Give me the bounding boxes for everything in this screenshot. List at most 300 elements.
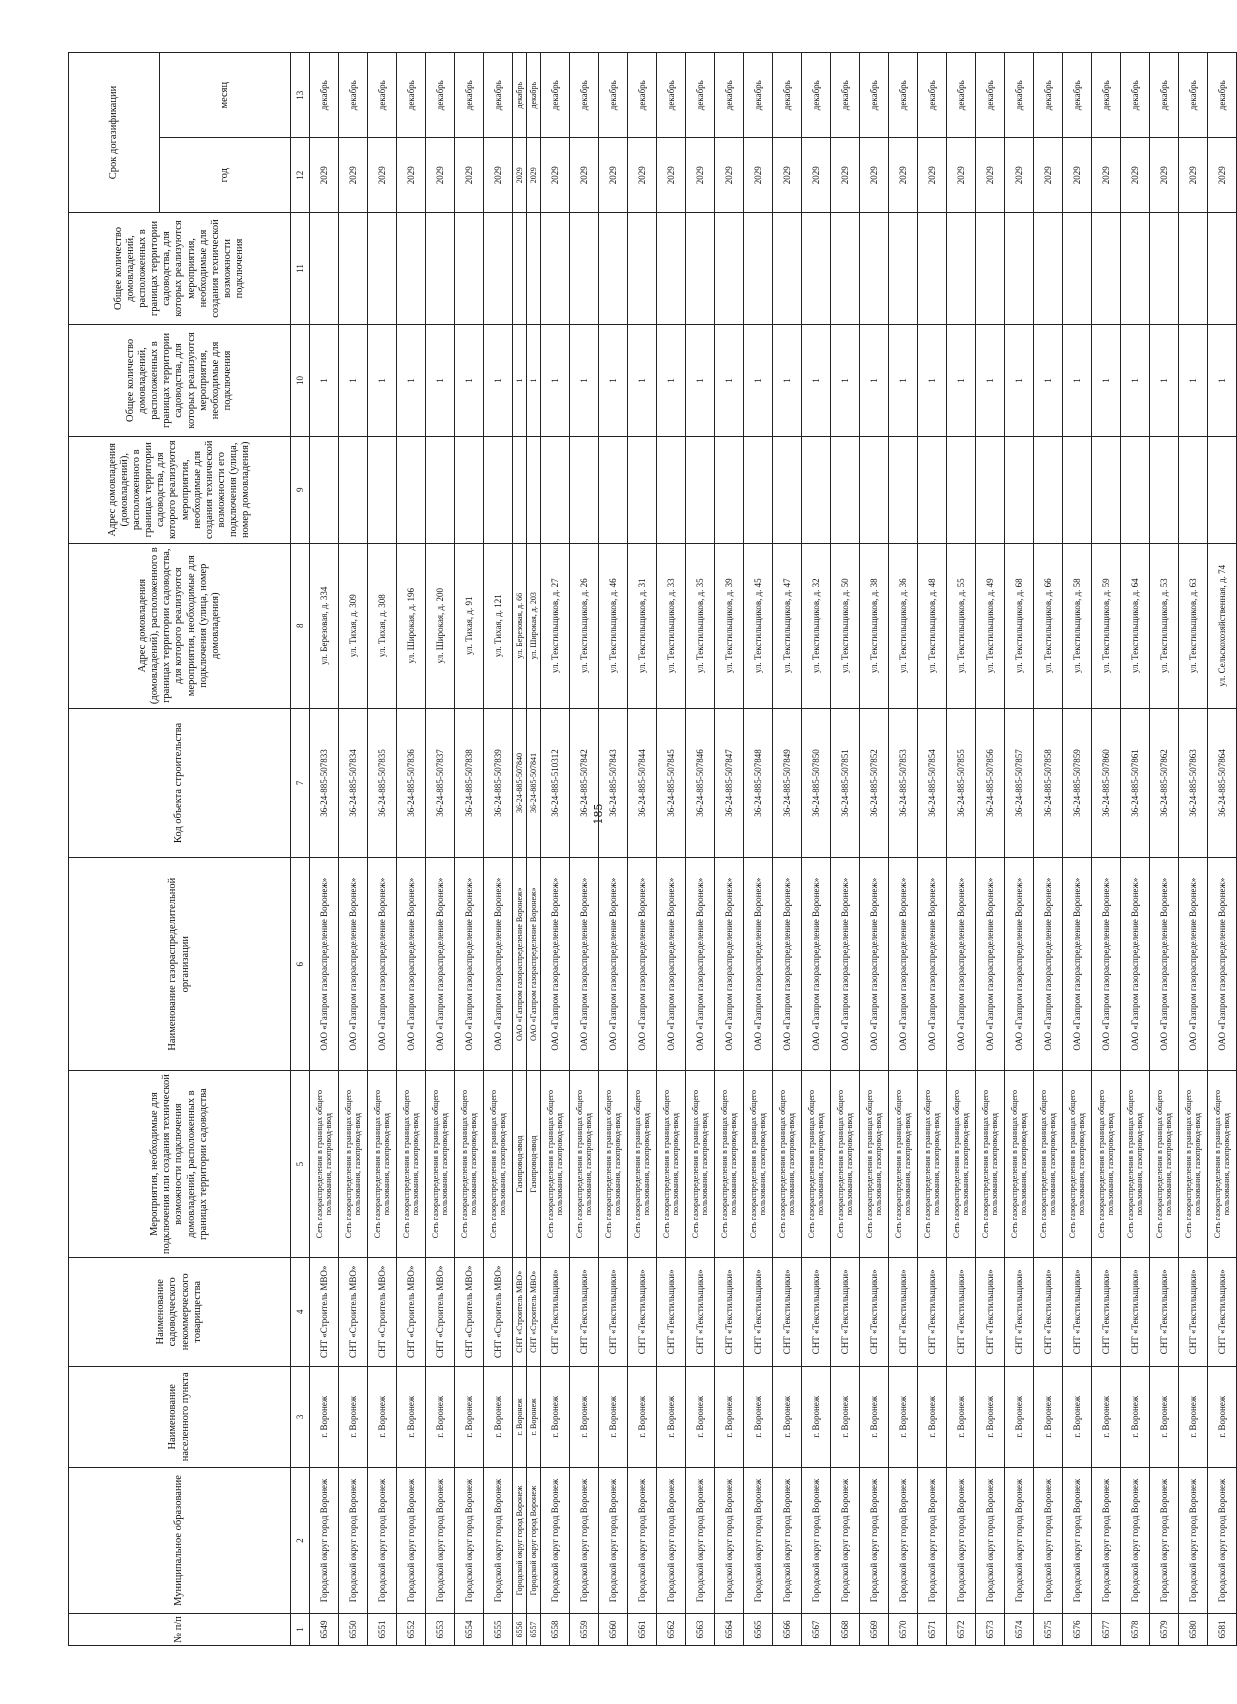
municipality-cell: Городской округ город Воронеж (426, 1467, 455, 1613)
header-activities: Мероприятия, необходимые для подключения или создания технической возможности подключения домовладений, расположенных в границах территории садоводства (69, 1071, 291, 1258)
year-cell: 2029 (1208, 138, 1237, 213)
municipality-cell: Городской округ город Воронеж (976, 1467, 1005, 1613)
address-cell: ул. Текстильщиков, д. 26 (570, 543, 599, 708)
snt-cell: СНТ «Строитель МВО» (426, 1257, 455, 1366)
row-number: 6562 (657, 1614, 686, 1646)
activities-cell: Газопровод-ввод (513, 1071, 527, 1258)
count-connect-cell: 1 (1150, 324, 1179, 436)
activities-cell: Сеть газораспределения в границах общего пользования, газопровод-ввод (657, 1071, 686, 1258)
table-row (570, 53, 599, 1646)
row-number: 6566 (773, 1614, 802, 1646)
header-snt: Наименование садоводческого некоммерческого товарищества (69, 1257, 291, 1366)
year-cell: 2029 (397, 138, 426, 213)
count-connect-cell: 1 (976, 324, 1005, 436)
activities-cell: Сеть газораспределения в границах общего пользования, газопровод-ввод (397, 1071, 426, 1258)
municipality-cell: Городской округ город Воронеж (773, 1467, 802, 1613)
settlement-cell: г. Воронеж (889, 1366, 918, 1467)
table-row (802, 53, 831, 1646)
month-cell: декабрь (889, 53, 918, 138)
snt-cell: СНТ «Текстильщики» (976, 1257, 1005, 1366)
activities-cell: Сеть газораспределения в границах общего пользования, газопровод-ввод (1034, 1071, 1063, 1258)
gas-org-cell: ОАО «Газпром газораспределение Воронеж» (484, 858, 513, 1071)
column-number: 7 (291, 708, 310, 857)
count-tech-cell (947, 213, 976, 325)
address-tech-cell (1005, 436, 1034, 543)
month-cell: декабрь (1208, 53, 1237, 138)
month-cell: декабрь (860, 53, 889, 138)
object-code-cell: 36-24-885-507856 (976, 708, 1005, 857)
count-connect-cell: 1 (310, 324, 339, 436)
settlement-cell: г. Воронеж (541, 1366, 570, 1467)
month-cell: декабрь (541, 53, 570, 138)
address-tech-cell (541, 436, 570, 543)
header-year: год (160, 138, 291, 213)
count-connect-cell: 1 (484, 324, 513, 436)
count-tech-cell (1179, 213, 1208, 325)
table-row (541, 53, 570, 1646)
address-tech-cell (628, 436, 657, 543)
table-row (1121, 53, 1150, 1646)
count-connect-cell: 1 (918, 324, 947, 436)
table-row (455, 53, 484, 1646)
month-cell: декабрь (1179, 53, 1208, 138)
year-cell: 2029 (527, 138, 541, 213)
address-tech-cell (686, 436, 715, 543)
settlement-cell: г. Воронеж (455, 1366, 484, 1467)
count-tech-cell (831, 213, 860, 325)
year-cell: 2029 (1150, 138, 1179, 213)
snt-cell: СНТ «Текстильщики» (918, 1257, 947, 1366)
snt-cell: СНТ «Строитель МВО» (310, 1257, 339, 1366)
table-row (484, 53, 513, 1646)
municipality-cell: Городской округ город Воронеж (1063, 1467, 1092, 1613)
row-number: 6558 (541, 1614, 570, 1646)
table-body (310, 53, 1237, 1646)
object-code-cell: 36-24-885-507864 (1208, 708, 1237, 857)
year-cell: 2029 (686, 138, 715, 213)
address-cell: ул. Широкая, д. 196 (397, 543, 426, 708)
gas-org-cell: ОАО «Газпром газораспределение Воронеж» (1092, 858, 1121, 1071)
count-connect-cell: 1 (744, 324, 773, 436)
count-connect-cell: 1 (802, 324, 831, 436)
table-row (513, 53, 527, 1646)
count-tech-cell (1063, 213, 1092, 325)
address-cell: ул. Березовая, д. 334 (310, 543, 339, 708)
address-tech-cell (599, 436, 628, 543)
row-number: 6556 (513, 1614, 527, 1646)
object-code-cell: 36-24-885-507838 (455, 708, 484, 857)
object-code-cell: 36-24-885-507841 (527, 708, 541, 857)
count-tech-cell (657, 213, 686, 325)
address-tech-cell (339, 436, 368, 543)
address-tech-cell (426, 436, 455, 543)
row-number: 6572 (947, 1614, 976, 1646)
address-cell: ул. Березовая, д. 66 (513, 543, 527, 708)
object-code-cell: 36-24-885-507846 (686, 708, 715, 857)
month-cell: декабрь (368, 53, 397, 138)
month-cell: декабрь (947, 53, 976, 138)
object-code-cell: 36-24-885-507834 (339, 708, 368, 857)
object-code-cell: 36-24-885-507836 (397, 708, 426, 857)
snt-cell: СНТ «Текстильщики» (802, 1257, 831, 1366)
settlement-cell: г. Воронеж (484, 1366, 513, 1467)
count-tech-cell (1034, 213, 1063, 325)
activities-cell: Сеть газораспределения в границах общего пользования, газопровод-ввод (947, 1071, 976, 1258)
gas-org-cell: ОАО «Газпром газораспределение Воронеж» (368, 858, 397, 1071)
count-connect-cell: 1 (513, 324, 527, 436)
object-code-cell: 36-24-885-510312 (541, 708, 570, 857)
activities-cell: Сеть газораспределения в границах общего пользования, газопровод-ввод (1150, 1071, 1179, 1258)
count-connect-cell: 1 (657, 324, 686, 436)
count-connect-cell: 1 (541, 324, 570, 436)
row-number: 6554 (455, 1614, 484, 1646)
municipality-cell: Городской округ город Воронеж (1092, 1467, 1121, 1613)
address-tech-cell (1092, 436, 1121, 543)
gas-org-cell: ОАО «Газпром газораспределение Воронеж» (947, 858, 976, 1071)
row-number: 6573 (976, 1614, 1005, 1646)
month-cell: декабрь (831, 53, 860, 138)
header-address-connect: Адрес домовладения (домовладений), расположенного в границах территории садоводства, для которого реализуются мероприятия, необходимые для подключения (улица, номер домовладения) (69, 543, 291, 708)
municipality-cell: Городской округ город Воронеж (570, 1467, 599, 1613)
year-cell: 2029 (628, 138, 657, 213)
row-number: 6571 (918, 1614, 947, 1646)
row-number: 6578 (1121, 1614, 1150, 1646)
rotated-table-container (68, 52, 1231, 1646)
row-number: 6581 (1208, 1614, 1237, 1646)
row-number: 6579 (1150, 1614, 1179, 1646)
address-cell: ул. Текстильщиков, д. 59 (1092, 543, 1121, 708)
municipality-cell: Городской округ город Воронеж (686, 1467, 715, 1613)
row-number: 6570 (889, 1614, 918, 1646)
month-cell: декабрь (310, 53, 339, 138)
column-number: 12 (291, 138, 310, 213)
object-code-cell: 36-24-885-507837 (426, 708, 455, 857)
table-row (686, 53, 715, 1646)
month-cell: декабрь (1092, 53, 1121, 138)
column-number: 9 (291, 436, 310, 543)
month-cell: декабрь (570, 53, 599, 138)
snt-cell: СНТ «Текстильщики» (686, 1257, 715, 1366)
gas-org-cell: ОАО «Газпром газораспределение Воронеж» (657, 858, 686, 1071)
activities-cell: Сеть газораспределения в границах общего пользования, газопровод-ввод (686, 1071, 715, 1258)
row-number: 6552 (397, 1614, 426, 1646)
month-cell: декабрь (802, 53, 831, 138)
month-cell: декабрь (513, 53, 527, 138)
month-cell: декабрь (426, 53, 455, 138)
count-tech-cell (1005, 213, 1034, 325)
year-cell: 2029 (1005, 138, 1034, 213)
address-cell: ул. Текстильщиков, д. 55 (947, 543, 976, 708)
activities-cell: Сеть газораспределения в границах общего пользования, газопровод-ввод (484, 1071, 513, 1258)
gas-org-cell: ОАО «Газпром газораспределение Воронеж» (976, 858, 1005, 1071)
address-tech-cell (657, 436, 686, 543)
year-cell: 2029 (976, 138, 1005, 213)
address-cell: ул. Текстильщиков, д. 39 (715, 543, 744, 708)
count-tech-cell (1208, 213, 1237, 325)
row-number: 6580 (1179, 1614, 1208, 1646)
object-code-cell: 36-24-885-507861 (1121, 708, 1150, 857)
snt-cell: СНТ «Строитель МВО» (397, 1257, 426, 1366)
snt-cell: СНТ «Текстильщики» (1063, 1257, 1092, 1366)
row-number: 6560 (599, 1614, 628, 1646)
month-cell: декабрь (527, 53, 541, 138)
activities-cell: Сеть газораспределения в границах общего пользования, газопровод-ввод (1208, 1071, 1237, 1258)
year-cell: 2029 (657, 138, 686, 213)
table-row (1005, 53, 1034, 1646)
activities-cell: Сеть газораспределения в границах общего пользования, газопровод-ввод (339, 1071, 368, 1258)
municipality-cell: Городской округ город Воронеж (860, 1467, 889, 1613)
snt-cell: СНТ «Текстильщики» (889, 1257, 918, 1366)
year-cell: 2029 (310, 138, 339, 213)
settlement-cell: г. Воронеж (628, 1366, 657, 1467)
year-cell: 2029 (773, 138, 802, 213)
snt-cell: СНТ «Текстильщики» (1150, 1257, 1179, 1366)
object-code-cell: 36-24-885-507847 (715, 708, 744, 857)
activities-cell: Сеть газораспределения в границах общего пользования, газопровод-ввод (455, 1071, 484, 1258)
row-number: 6565 (744, 1614, 773, 1646)
address-cell: ул. Текстильщиков, д. 63 (1179, 543, 1208, 708)
table-row (947, 53, 976, 1646)
settlement-cell: г. Воронеж (1063, 1366, 1092, 1467)
object-code-cell: 36-24-885-507860 (1092, 708, 1121, 857)
municipality-cell: Городской округ город Воронеж (918, 1467, 947, 1613)
object-code-cell: 36-24-885-507844 (628, 708, 657, 857)
row-number: 6563 (686, 1614, 715, 1646)
object-code-cell: 36-24-885-507853 (889, 708, 918, 857)
month-cell: декабрь (686, 53, 715, 138)
snt-cell: СНТ «Текстильщики» (1034, 1257, 1063, 1366)
count-connect-cell: 1 (599, 324, 628, 436)
address-tech-cell (976, 436, 1005, 543)
settlement-cell: г. Воронеж (1150, 1366, 1179, 1467)
column-number: 3 (291, 1366, 310, 1467)
month-cell: декабрь (976, 53, 1005, 138)
settlement-cell: г. Воронеж (599, 1366, 628, 1467)
snt-cell: СНТ «Текстильщики» (1208, 1257, 1237, 1366)
object-code-cell: 36-24-885-507863 (1179, 708, 1208, 857)
count-connect-cell: 1 (426, 324, 455, 436)
count-connect-cell: 1 (455, 324, 484, 436)
table-row (1208, 53, 1237, 1646)
count-tech-cell (744, 213, 773, 325)
count-tech-cell (455, 213, 484, 325)
count-connect-cell: 1 (860, 324, 889, 436)
table-row (773, 53, 802, 1646)
settlement-cell: г. Воронеж (802, 1366, 831, 1467)
snt-cell: СНТ «Строитель МВО» (368, 1257, 397, 1366)
address-tech-cell (947, 436, 976, 543)
municipality-cell: Городской округ город Воронеж (1150, 1467, 1179, 1613)
gas-org-cell: ОАО «Газпром газораспределение Воронеж» (918, 858, 947, 1071)
column-number: 6 (291, 858, 310, 1071)
table-row (976, 53, 1005, 1646)
gas-org-cell: ОАО «Газпром газораспределение Воронеж» (1063, 858, 1092, 1071)
activities-cell: Сеть газораспределения в границах общего пользования, газопровод-ввод (831, 1071, 860, 1258)
gas-org-cell: ОАО «Газпром газораспределение Воронеж» (541, 858, 570, 1071)
address-cell: ул. Тихая, д. 91 (455, 543, 484, 708)
municipality-cell: Городской округ город Воронеж (513, 1467, 527, 1613)
gas-org-cell: ОАО «Газпром газораспределение Воронеж» (310, 858, 339, 1071)
address-cell: ул. Тихая, д. 308 (368, 543, 397, 708)
address-cell: ул. Текстильщиков, д. 47 (773, 543, 802, 708)
snt-cell: СНТ «Текстильщики» (1092, 1257, 1121, 1366)
address-tech-cell (1208, 436, 1237, 543)
address-tech-cell (1034, 436, 1063, 543)
activities-cell: Сеть газораспределения в границах общего пользования, газопровод-ввод (599, 1071, 628, 1258)
snt-cell: СНТ «Строитель МВО» (484, 1257, 513, 1366)
object-code-cell: 36-24-885-507851 (831, 708, 860, 857)
gas-org-cell: ОАО «Газпром газораспределение Воронеж» (686, 858, 715, 1071)
settlement-cell: г. Воронеж (831, 1366, 860, 1467)
table-row (831, 53, 860, 1646)
month-cell: декабрь (657, 53, 686, 138)
month-cell: декабрь (599, 53, 628, 138)
count-tech-cell (527, 213, 541, 325)
municipality-cell: Городской округ город Воронеж (455, 1467, 484, 1613)
snt-cell: СНТ «Текстильщики» (599, 1257, 628, 1366)
address-cell: ул. Текстильщиков, д. 49 (976, 543, 1005, 708)
table-row (918, 53, 947, 1646)
count-tech-cell (1121, 213, 1150, 325)
settlement-cell: г. Воронеж (947, 1366, 976, 1467)
settlement-cell: г. Воронеж (1034, 1366, 1063, 1467)
column-number: 1 (291, 1614, 310, 1646)
activities-cell: Сеть газораспределения в границах общего пользования, газопровод-ввод (1005, 1071, 1034, 1258)
count-tech-cell (1150, 213, 1179, 325)
count-tech-cell (368, 213, 397, 325)
address-cell: ул. Текстильщиков, д. 45 (744, 543, 773, 708)
settlement-cell: г. Воронеж (1208, 1366, 1237, 1467)
address-cell: ул. Текстильщиков, д. 66 (1034, 543, 1063, 708)
address-cell: ул. Текстильщиков, д. 35 (686, 543, 715, 708)
count-connect-cell: 1 (889, 324, 918, 436)
column-number: 8 (291, 543, 310, 708)
snt-cell: СНТ «Текстильщики» (860, 1257, 889, 1366)
count-tech-cell (1092, 213, 1121, 325)
year-cell: 2029 (368, 138, 397, 213)
table-row (397, 53, 426, 1646)
table-row (599, 53, 628, 1646)
settlement-cell: г. Воронеж (368, 1366, 397, 1467)
snt-cell: СНТ «Текстильщики» (1179, 1257, 1208, 1366)
snt-cell: СНТ «Текстильщики» (715, 1257, 744, 1366)
gas-org-cell: ОАО «Газпром газораспределение Воронеж» (570, 858, 599, 1071)
address-tech-cell (802, 436, 831, 543)
activities-cell: Сеть газораспределения в границах общего пользования, газопровод-ввод (368, 1071, 397, 1258)
snt-cell: СНТ «Строитель МВО» (339, 1257, 368, 1366)
activities-cell: Сеть газораспределения в границах общего пользования, газопровод-ввод (1121, 1071, 1150, 1258)
row-number: 6576 (1063, 1614, 1092, 1646)
year-cell: 2029 (599, 138, 628, 213)
settlement-cell: г. Воронеж (773, 1366, 802, 1467)
count-connect-cell: 1 (1034, 324, 1063, 436)
gas-org-cell: ОАО «Газпром газораспределение Воронеж» (339, 858, 368, 1071)
month-cell: декабрь (715, 53, 744, 138)
settlement-cell: г. Воронеж (715, 1366, 744, 1467)
object-code-cell: 36-24-885-507857 (1005, 708, 1034, 857)
count-connect-cell: 1 (773, 324, 802, 436)
count-connect-cell: 1 (831, 324, 860, 436)
row-number: 6555 (484, 1614, 513, 1646)
table-row (527, 53, 541, 1646)
count-tech-cell (599, 213, 628, 325)
table-row (889, 53, 918, 1646)
count-connect-cell: 1 (686, 324, 715, 436)
column-number: 2 (291, 1467, 310, 1613)
object-code-cell: 36-24-885-507845 (657, 708, 686, 857)
municipality-cell: Городской округ город Воронеж (599, 1467, 628, 1613)
column-number: 13 (291, 53, 310, 138)
header-address-tech: Адрес домовладения (домовладений), расположенного в границах территории садоводства, для которого реализуются мероприятия, необходимые для создания технической возможности его подключения (улица, номер домовладения) (69, 436, 291, 543)
activities-cell: Сеть газораспределения в границах общего пользования, газопровод-ввод (918, 1071, 947, 1258)
snt-cell: СНТ «Текстильщики» (947, 1257, 976, 1366)
row-number: 6577 (1092, 1614, 1121, 1646)
year-cell: 2029 (455, 138, 484, 213)
snt-cell: СНТ «Текстильщики» (570, 1257, 599, 1366)
address-tech-cell (513, 436, 527, 543)
year-cell: 2029 (1034, 138, 1063, 213)
object-code-cell: 36-24-885-507854 (918, 708, 947, 857)
address-tech-cell (455, 436, 484, 543)
month-cell: декабрь (1034, 53, 1063, 138)
row-number: 6568 (831, 1614, 860, 1646)
activities-cell: Сеть газораспределения в границах общего пользования, газопровод-ввод (541, 1071, 570, 1258)
row-number: 6553 (426, 1614, 455, 1646)
gas-org-cell: ОАО «Газпром газораспределение Воронеж» (802, 858, 831, 1071)
column-numbers-row (291, 53, 310, 1646)
settlement-cell: г. Воронеж (686, 1366, 715, 1467)
table-row (860, 53, 889, 1646)
municipality-cell: Городской округ город Воронеж (368, 1467, 397, 1613)
snt-cell: СНТ «Строитель МВО» (455, 1257, 484, 1366)
row-number: 6574 (1005, 1614, 1034, 1646)
table-row (1063, 53, 1092, 1646)
snt-cell: СНТ «Текстильщики» (628, 1257, 657, 1366)
address-cell: ул. Текстильщиков, д. 27 (541, 543, 570, 708)
gas-org-cell: ОАО «Газпром газораспределение Воронеж» (1208, 858, 1237, 1071)
year-cell: 2029 (339, 138, 368, 213)
row-number: 6567 (802, 1614, 831, 1646)
row-number: 6557 (527, 1614, 541, 1646)
address-cell: ул. Текстильщиков, д. 68 (1005, 543, 1034, 708)
year-cell: 2029 (1063, 138, 1092, 213)
row-number: 6569 (860, 1614, 889, 1646)
municipality-cell: Городской округ город Воронеж (744, 1467, 773, 1613)
address-tech-cell (397, 436, 426, 543)
row-number: 6561 (628, 1614, 657, 1646)
municipality-cell: Городской округ город Воронеж (484, 1467, 513, 1613)
activities-cell: Сеть газораспределения в границах общего пользования, газопровод-ввод (1063, 1071, 1092, 1258)
count-tech-cell (484, 213, 513, 325)
municipality-cell: Городской округ город Воронеж (628, 1467, 657, 1613)
row-number: 6551 (368, 1614, 397, 1646)
settlement-cell: г. Воронеж (527, 1366, 541, 1467)
address-tech-cell (1063, 436, 1092, 543)
table-row (368, 53, 397, 1646)
municipality-cell: Городской округ город Воронеж (947, 1467, 976, 1613)
row-number: 6564 (715, 1614, 744, 1646)
address-cell: ул. Текстильщиков, д. 50 (831, 543, 860, 708)
gas-org-cell: ОАО «Газпром газораспределение Воронеж» (715, 858, 744, 1071)
address-tech-cell (773, 436, 802, 543)
count-connect-cell: 1 (715, 324, 744, 436)
count-tech-cell (918, 213, 947, 325)
header-count-tech: Общее количество домовладений, расположенных в границах территории садоводства, для которых реализуются мероприятия, необходимые для создания технической возможности подключения (69, 213, 291, 325)
snt-cell: СНТ «Текстильщики» (657, 1257, 686, 1366)
month-cell: декабрь (484, 53, 513, 138)
count-connect-cell: 1 (1063, 324, 1092, 436)
gas-org-cell: ОАО «Газпром газораспределение Воронеж» (860, 858, 889, 1071)
